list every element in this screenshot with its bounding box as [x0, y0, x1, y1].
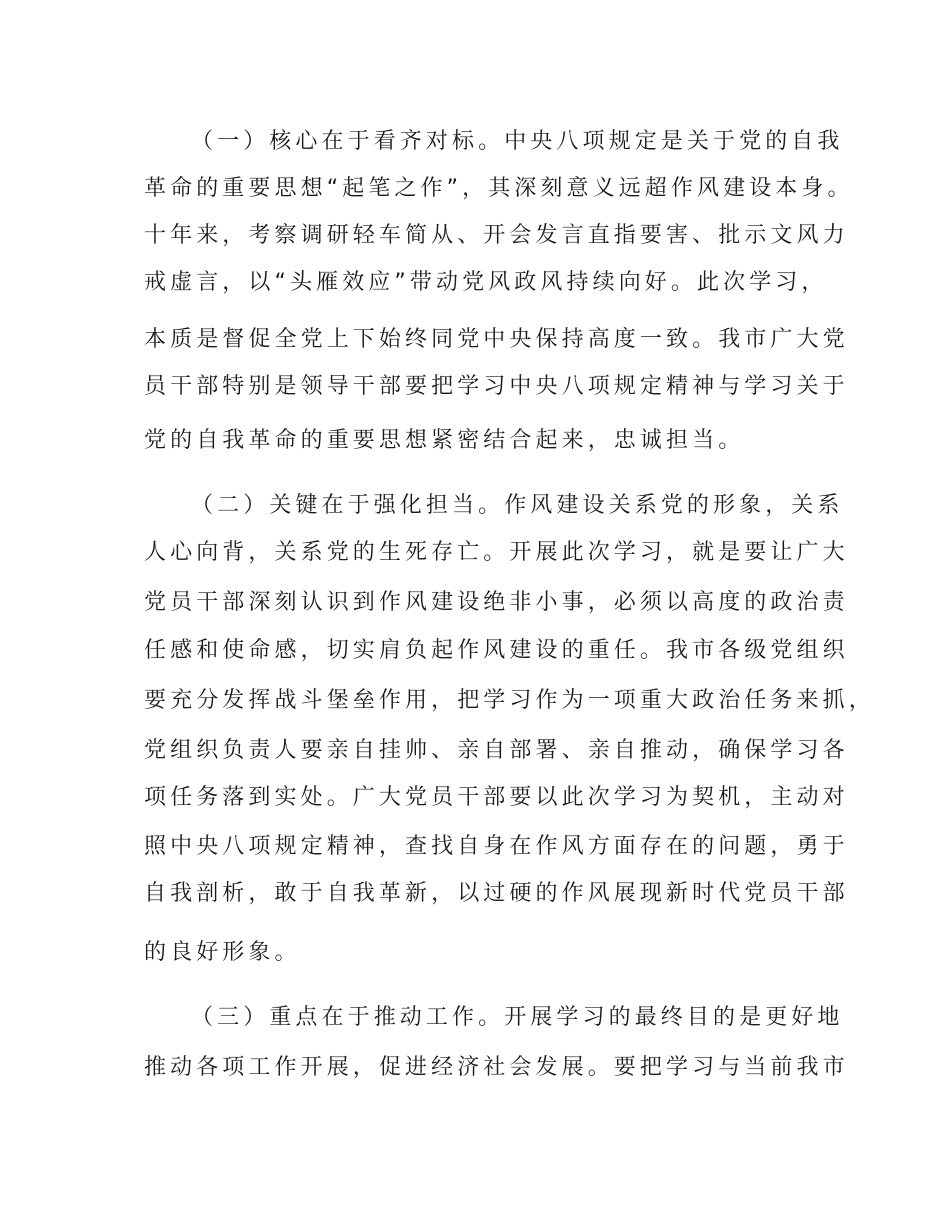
- text-line: （三）重点在于推动工作。开展学习的最终目的是更好地: [191, 1005, 844, 1030]
- text-line: （一）核心在于看齐对标。中央八项规定是关于党的自我: [191, 129, 844, 154]
- text-line: 项任务落到实处。广大党员干部要以此次学习为契机，主动对: [144, 785, 849, 810]
- text-line: 本质是督促全党上下始终同党中央保持高度一致。我市广大党: [144, 327, 849, 352]
- text-line: 党的自我革命的重要思想紧密结合起来，忠诚担当。: [144, 428, 745, 453]
- text-line: 自我剖析，敢于自我革新，以过硬的作风展现新时代党员干部: [144, 881, 849, 906]
- text-line: 党员干部深刻认识到作风建设绝非小事，必须以高度的政治责: [144, 590, 849, 615]
- text-line: 十年来，考察调研轻车简从、开会发言直指要害、批示文风力: [144, 223, 849, 248]
- text-line: 推动各项工作开展，促进经济社会发展。要把学习与当前我市: [144, 1055, 849, 1080]
- text-line: （二）关键在于强化担当。作风建设关系党的形象，关系: [191, 493, 844, 518]
- text-line: 戒虚言，以“头雁效应”带动党风政风持续向好。此次学习，: [144, 270, 828, 295]
- text-line: 员干部特别是领导干部要把学习中央八项规定精神与学习关于: [144, 374, 849, 399]
- text-line: 要充分发挥战斗堡垒作用，把学习作为一项重大政治任务来抓，: [144, 688, 875, 713]
- text-line: 的良好形象。: [144, 940, 301, 965]
- text-line: 党组织负责人要亲自挂帅、亲自部署、亲自推动，确保学习各: [144, 738, 849, 763]
- text-line: 人心向背，关系党的生死存亡。开展此次学习，就是要让广大: [144, 540, 849, 565]
- text-line: 任感和使命感，切实肩负起作风建设的重任。我市各级党组织: [144, 638, 849, 663]
- text-line: 照中央八项规定精神，查找自身在作风方面存在的问题，勇于: [144, 834, 849, 859]
- text-line: 革命的重要思想“起笔之作”，其深刻意义远超作风建设本身。: [144, 176, 854, 201]
